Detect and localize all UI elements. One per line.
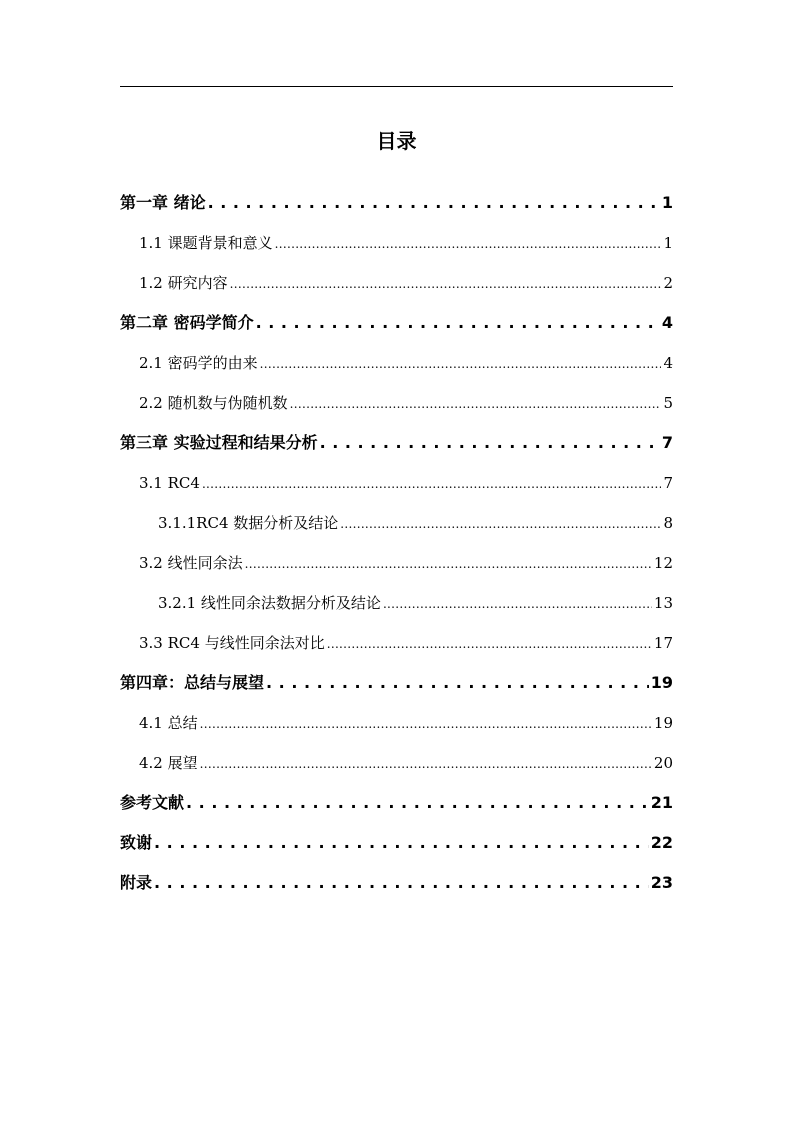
toc-entry-page: 7 <box>661 433 673 452</box>
toc-entry-label: 参考文献 <box>120 793 185 812</box>
toc-dot-leader <box>327 632 652 654</box>
toc-entry-label: 3.3 RC4 与线性同余法对比 <box>139 634 325 652</box>
toc-entry[interactable] <box>158 512 673 534</box>
toc-entry-page: 2 <box>663 274 673 292</box>
toc-dot-leader <box>383 592 652 614</box>
toc-entry-page: 13 <box>653 594 673 612</box>
toc-dot-leader <box>266 672 649 694</box>
header-rule <box>120 86 673 87</box>
toc-entry[interactable] <box>120 192 673 214</box>
toc-entry-page: 4 <box>661 313 673 332</box>
toc-entry-label: 4.1 总结 <box>139 714 198 732</box>
toc-entry[interactable] <box>120 672 673 694</box>
toc-entry-page: 23 <box>650 873 673 892</box>
toc-entry-page: 1 <box>663 234 673 252</box>
toc-entry[interactable] <box>139 712 673 734</box>
toc-entry[interactable] <box>120 832 673 854</box>
toc-entry-page: 8 <box>663 514 673 532</box>
toc-entry[interactable] <box>139 392 673 414</box>
toc-entry-label: 致谢 <box>120 833 153 852</box>
toc-entry-page: 17 <box>653 634 673 652</box>
toc-dot-leader <box>245 552 652 574</box>
toc-entry[interactable] <box>120 432 673 454</box>
toc-entry-page: 1 <box>661 193 673 212</box>
toc-entry-page: 7 <box>663 474 673 492</box>
toc-entry-label: 2.2 随机数与伪随机数 <box>139 394 288 412</box>
toc-entry[interactable] <box>139 272 673 294</box>
toc-dot-leader <box>256 312 660 334</box>
toc-entry-page: 12 <box>653 554 673 572</box>
toc-entry[interactable] <box>120 792 673 814</box>
toc-entry-label: 第二章 密码学简介 <box>120 313 254 332</box>
toc-dot-leader <box>275 232 662 254</box>
toc-entry-label: 3.2 线性同余法 <box>139 554 243 572</box>
toc-entry-label: 1.1 课题背景和意义 <box>139 234 273 252</box>
toc-dot-leader <box>340 512 661 534</box>
toc-entry-label: 3.2.1 线性同余法数据分析及结论 <box>158 594 381 612</box>
toc-dot-leader <box>186 792 649 814</box>
page-title: 目录 <box>376 129 417 153</box>
toc-entry[interactable] <box>139 552 673 574</box>
toc-dot-leader <box>260 352 662 374</box>
toc-dot-leader <box>200 752 652 774</box>
toc-entry-page: 19 <box>650 673 673 692</box>
toc-entry-label: 3.1.1RC4 数据分析及结论 <box>158 514 339 532</box>
toc-entry-label: 3.1 RC4 <box>139 474 200 492</box>
toc-dot-leader <box>154 832 649 854</box>
toc-entry[interactable] <box>139 232 673 254</box>
toc-entry[interactable] <box>120 872 673 894</box>
toc-entry[interactable] <box>120 312 673 334</box>
toc-entry-page: 20 <box>653 754 673 772</box>
toc-dot-leader <box>208 192 660 214</box>
toc-entry-page: 5 <box>663 394 673 412</box>
toc-entry-label: 附录 <box>120 873 153 892</box>
toc-entry-page: 19 <box>653 714 673 732</box>
toc-entry[interactable] <box>139 632 673 654</box>
toc-dot-leader <box>202 472 662 494</box>
toc-dot-leader <box>320 432 660 454</box>
toc-entry[interactable] <box>139 752 673 774</box>
toc-entry-page: 21 <box>650 793 673 812</box>
toc-entry-label: 4.2 展望 <box>139 754 198 772</box>
toc-entry-label: 1.2 研究内容 <box>139 274 228 292</box>
toc-entry-page: 4 <box>663 354 673 372</box>
toc-dot-leader <box>230 272 662 294</box>
toc-entry[interactable] <box>139 352 673 374</box>
toc-entry-label: 第一章 绪论 <box>120 193 206 212</box>
toc-entry[interactable] <box>139 472 673 494</box>
toc-entry-label: 第四章：总结与展望 <box>120 673 265 692</box>
toc-dot-leader <box>154 872 649 894</box>
toc-entry-label: 第三章 实验过程和结果分析 <box>120 433 318 452</box>
toc-dot-leader <box>200 712 652 734</box>
toc-entry-page: 22 <box>650 833 673 852</box>
toc-dot-leader <box>290 392 662 414</box>
toc-entry[interactable] <box>158 592 673 614</box>
toc-entry-label: 2.1 密码学的由来 <box>139 354 258 372</box>
